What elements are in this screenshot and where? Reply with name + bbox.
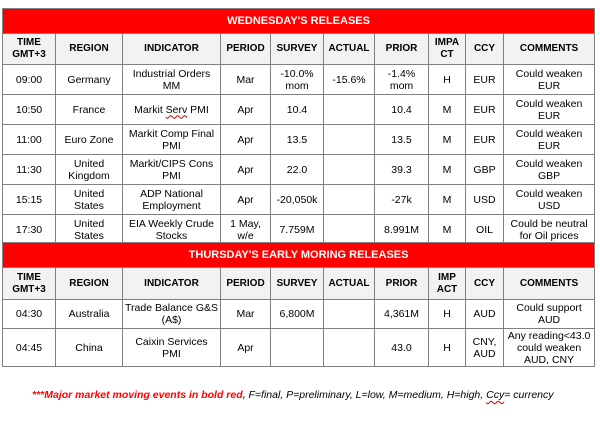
table-row — [3, 185, 595, 215]
cell-survey: 6,800M — [271, 300, 324, 329]
cell-period: Mar — [221, 65, 271, 95]
cell-region: Australia — [56, 300, 123, 329]
cell-impact: M — [429, 155, 466, 185]
cell-comments: Could weaken EUR — [504, 95, 595, 125]
cell-comments: Could support AUD — [504, 300, 595, 329]
header-actual: ACTUAL — [324, 34, 375, 65]
cell-region: France — [56, 95, 123, 125]
cell-indicator: Markit Comp Final PMI — [123, 125, 221, 155]
header-ccy: CCY — [466, 34, 504, 65]
table-row — [3, 329, 595, 367]
cell-ccy: EUR — [466, 65, 504, 95]
header-survey: SURVEY — [271, 268, 324, 300]
cell-survey: 22.0 — [271, 155, 324, 185]
header-survey: SURVEY — [271, 34, 324, 65]
cell-ccy: GBP — [466, 155, 504, 185]
cell-period: Apr — [221, 329, 271, 367]
wednesday-releases-table — [2, 8, 595, 245]
cell-survey: -10.0% mom — [271, 65, 324, 95]
table-row — [3, 125, 595, 155]
table-row — [3, 215, 595, 245]
cell-ccy: CNY, AUD — [466, 329, 504, 367]
cell-prior: -1.4% mom — [375, 65, 429, 95]
cell-indicator: Markit Serv PMI — [123, 95, 221, 125]
cell-survey — [271, 329, 324, 367]
header-indicator: INDICATOR — [123, 34, 221, 65]
table-header-row — [3, 34, 595, 65]
cell-actual — [324, 300, 375, 329]
header-prior: PRIOR — [375, 268, 429, 300]
footnote — [32, 389, 572, 402]
cell-time: 11:30 — [3, 155, 56, 185]
cell-time: 15:15 — [3, 185, 56, 215]
cell-prior: 4,361M — [375, 300, 429, 329]
cell-comments: Could be neutral for Oil prices — [504, 215, 595, 245]
cell-indicator: Markit/CIPS Cons PMI — [123, 155, 221, 185]
header-period: PERIOD — [221, 268, 271, 300]
wednesday-title: WEDNESDAY'S RELEASES — [3, 9, 595, 34]
cell-survey: 7.759M — [271, 215, 324, 245]
thursday-releases-table — [2, 242, 595, 367]
cell-actual — [324, 125, 375, 155]
cell-time: 17:30 — [3, 215, 56, 245]
cell-impact: H — [429, 65, 466, 95]
header-impact: IMPA CT — [429, 34, 466, 65]
cell-impact: H — [429, 300, 466, 329]
cell-time: 04:30 — [3, 300, 56, 329]
footnote-ccy-def: = currency — [504, 389, 554, 401]
table-header-row — [3, 268, 595, 300]
cell-survey: -20,050k — [271, 185, 324, 215]
thursday-title: THURSDAY'S EARLY MORING RELEASES — [3, 243, 595, 268]
header-region: REGION — [56, 34, 123, 65]
cell-indicator: Caixin Services PMI — [123, 329, 221, 367]
cell-region: Euro Zone — [56, 125, 123, 155]
cell-indicator: ADP National Employment — [123, 185, 221, 215]
cell-indicator: Industrial Orders MM — [123, 65, 221, 95]
cell-ccy: EUR — [466, 95, 504, 125]
cell-prior: 39.3 — [375, 155, 429, 185]
footnote-highlight: ***Major market moving events in bold red, — [32, 389, 246, 401]
table-row — [3, 155, 595, 185]
cell-region: United States — [56, 215, 123, 245]
cell-time: 11:00 — [3, 125, 56, 155]
cell-impact: M — [429, 125, 466, 155]
cell-impact: M — [429, 185, 466, 215]
cell-survey: 10.4 — [271, 95, 324, 125]
cell-impact: M — [429, 215, 466, 245]
header-ccy: CCY — [466, 268, 504, 300]
cell-indicator: EIA Weekly Crude Stocks — [123, 215, 221, 245]
cell-actual — [324, 185, 375, 215]
cell-time: 09:00 — [3, 65, 56, 95]
cell-impact: H — [429, 329, 466, 367]
cell-region: Germany — [56, 65, 123, 95]
cell-time: 04:45 — [3, 329, 56, 367]
cell-actual — [324, 215, 375, 245]
cell-region: China — [56, 329, 123, 367]
cell-comments: Could weaken GBP — [504, 155, 595, 185]
cell-actual — [324, 95, 375, 125]
header-time: TIME GMT+3 — [3, 268, 56, 300]
cell-comments: Any reading<43.0 could weaken AUD, CNY — [504, 329, 595, 367]
cell-prior: 13.5 — [375, 125, 429, 155]
cell-indicator: Trade Balance G&S (A$) — [123, 300, 221, 329]
cell-prior: 8.991M — [375, 215, 429, 245]
cell-impact: M — [429, 95, 466, 125]
cell-survey: 13.5 — [271, 125, 324, 155]
footnote-legend: F=final, P=preliminary, L=low, M=medium, H=high, — [245, 389, 487, 401]
table-row — [3, 65, 595, 95]
cell-comments: Could weaken USD — [504, 185, 595, 215]
cell-period: Apr — [221, 125, 271, 155]
table-row — [3, 95, 595, 125]
header-impact: IMP ACT — [429, 268, 466, 300]
cell-ccy: AUD — [466, 300, 504, 329]
cell-prior: 10.4 — [375, 95, 429, 125]
header-period: PERIOD — [221, 34, 271, 65]
header-comments: COMMENTS — [504, 34, 595, 65]
cell-time: 10:50 — [3, 95, 56, 125]
cell-prior: 43.0 — [375, 329, 429, 367]
cell-period: Mar — [221, 300, 271, 329]
cell-actual: -15.6% — [324, 65, 375, 95]
header-time: TIME GMT+3 — [3, 34, 56, 65]
header-region: REGION — [56, 268, 123, 300]
cell-actual — [324, 329, 375, 367]
cell-ccy: USD — [466, 185, 504, 215]
cell-ccy: EUR — [466, 125, 504, 155]
cell-period: 1 May, w/e — [221, 215, 271, 245]
cell-region: United States — [56, 185, 123, 215]
cell-region: United Kingdom — [56, 155, 123, 185]
cell-period: Apr — [221, 95, 271, 125]
cell-prior: -27k — [375, 185, 429, 215]
cell-comments: Could weaken EUR — [504, 65, 595, 95]
header-prior: PRIOR — [375, 34, 429, 65]
table-row — [3, 300, 595, 329]
cell-actual — [324, 155, 375, 185]
cell-period: Apr — [221, 155, 271, 185]
header-indicator: INDICATOR — [123, 268, 221, 300]
header-comments: COMMENTS — [504, 268, 595, 300]
cell-period: Apr — [221, 185, 271, 215]
cell-ccy: OIL — [466, 215, 504, 245]
cell-comments: Could weaken EUR — [504, 125, 595, 155]
footnote-ccy: Ccy — [486, 389, 505, 401]
header-actual: ACTUAL — [324, 268, 375, 300]
